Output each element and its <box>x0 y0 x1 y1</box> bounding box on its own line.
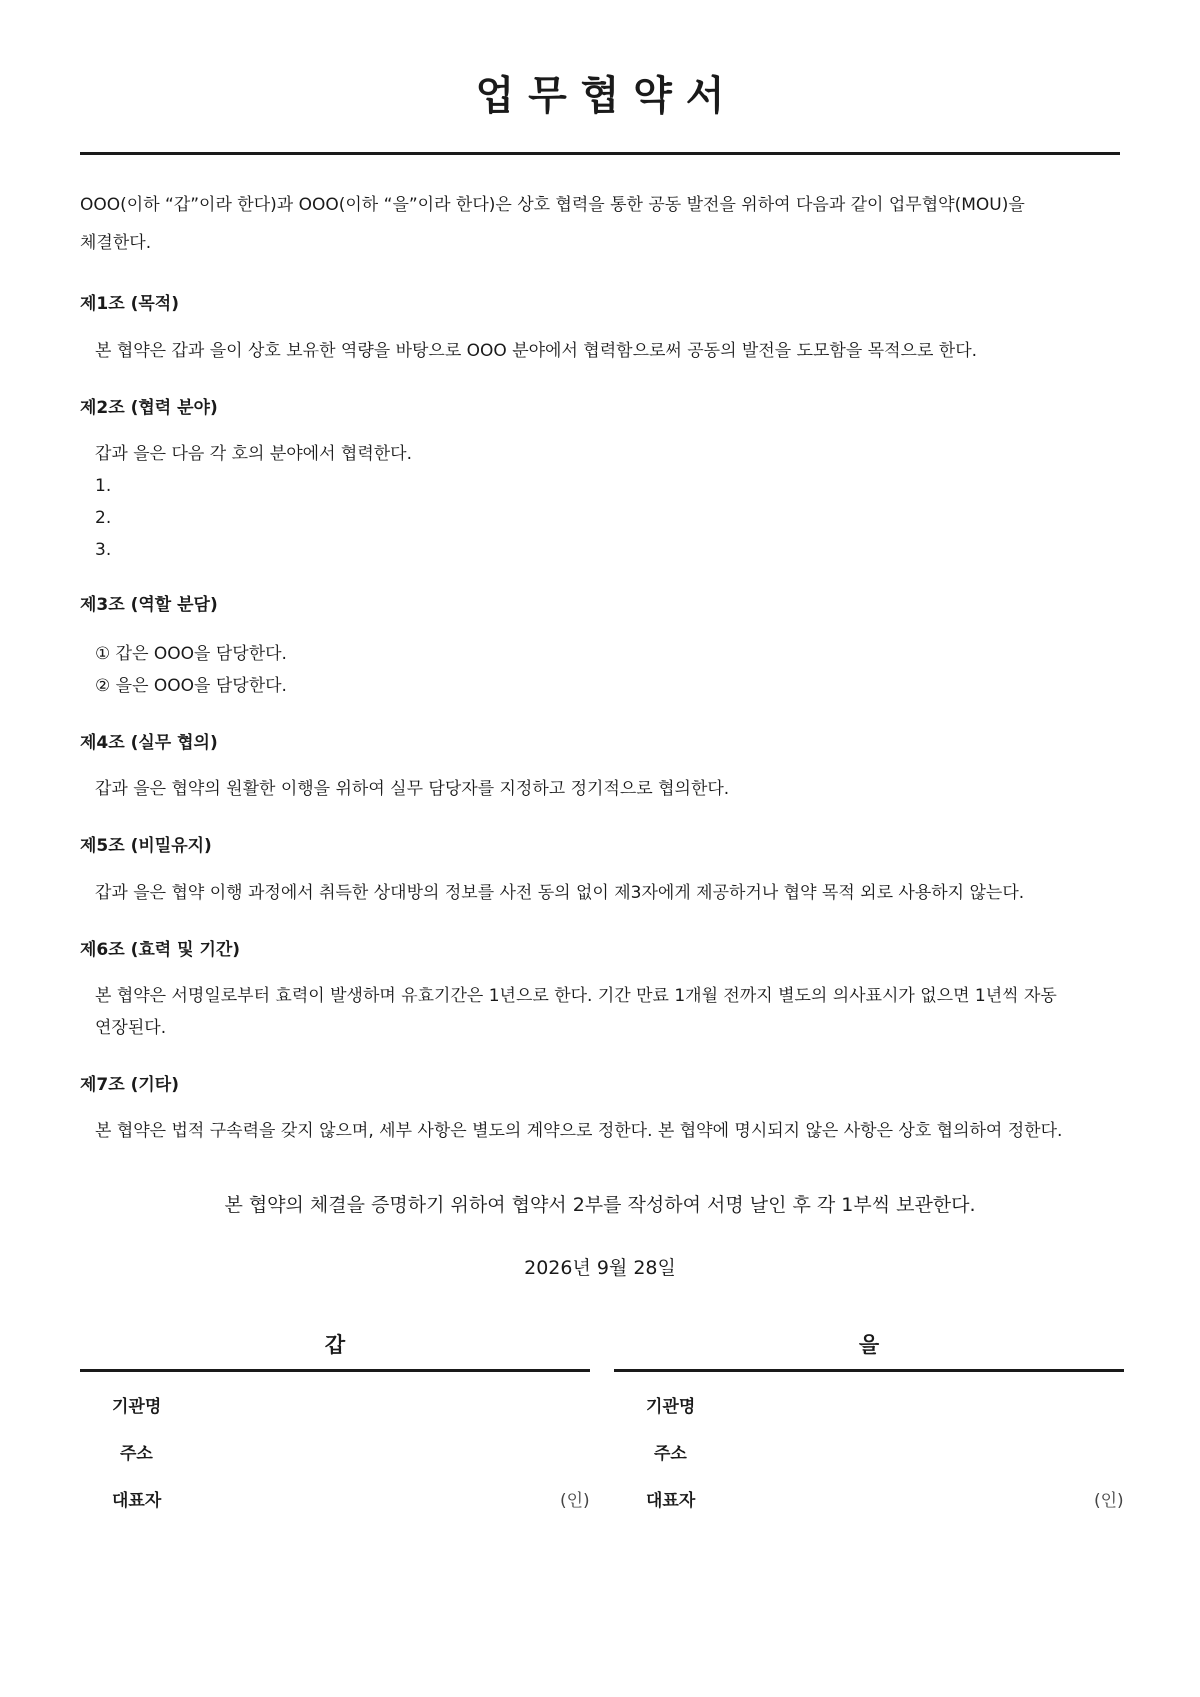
party-eul-address-label: 주소 <box>654 1444 687 1464</box>
article-body <box>95 877 1095 909</box>
preamble-line: OOO(이하 “갑”이라 한다)과 OOO(이하 “을”이라 한다)은 상호 협력을 통한 공동 발전을 위하여 다음과 같이 업무협약(MOU)을 <box>80 195 1025 215</box>
title-divider <box>80 152 1120 155</box>
preamble-line: 체결한다. <box>80 233 152 253</box>
party-eul-seal-mark: (인) <box>1094 1491 1124 1511</box>
article-body <box>95 638 1095 702</box>
party-gap-divider <box>80 1369 590 1372</box>
article-body <box>95 1115 1095 1147</box>
article-heading: 제6조 (효력 및 기간) <box>80 940 241 960</box>
article-line: 본 협약은 서명일로부터 효력이 발생하며 유효기간은 1년으로 한다. 기간 만료 1개월 전까지 별도의 의사표시가 없으면 1년씩 자동 <box>95 986 1057 1006</box>
party-gap-address-label: 주소 <box>120 1444 153 1464</box>
article-line: ② 을은 OOO을 담당한다. <box>95 676 287 696</box>
article-line: ① 갑은 OOO을 담당한다. <box>95 644 287 664</box>
party-eul-label: 을 <box>858 1333 880 1357</box>
article-line: 갑과 을은 다음 각 호의 분야에서 협력한다. <box>95 444 413 464</box>
preamble <box>80 186 1100 262</box>
party-gap-seal-mark: (인) <box>560 1491 590 1511</box>
party-eul-org-name-label: 기관명 <box>646 1397 696 1417</box>
list-item: 3. <box>95 540 112 560</box>
closing-statement: 본 협약의 체결을 증명하기 위하여 협약서 2부를 작성하여 서명 날인 후 각 1부씩 보관한다. <box>224 1194 976 1216</box>
party-gap-representative-label: 대표자 <box>112 1491 162 1511</box>
party-gap-org-name-label: 기관명 <box>112 1397 162 1417</box>
article-line: 갑과 을은 협약 이행 과정에서 취득한 상대방의 정보를 사전 동의 없이 제3자에게 제공하거나 협약 목적 외로 사용하지 않는다. <box>95 883 1025 903</box>
article-heading: 제1조 (목적) <box>80 294 179 314</box>
list-item: 1. <box>95 476 112 496</box>
article-heading: 제5조 (비밀유지) <box>80 836 212 856</box>
article-body <box>95 980 1095 1044</box>
article-body <box>95 438 1095 566</box>
article-heading: 제7조 (기타) <box>80 1075 179 1095</box>
signing-date: 2026년 9월 28일 <box>524 1257 676 1279</box>
article-line: 연장된다. <box>95 1018 167 1038</box>
party-eul-representative-label: 대표자 <box>646 1491 696 1511</box>
list-item: 2. <box>95 508 112 528</box>
article-line: 갑과 을은 협약의 원활한 이행을 위하여 실무 담당자를 지정하고 정기적으로 협의한다. <box>95 779 730 799</box>
document-title: 업 무 협 약 서 <box>475 73 725 119</box>
article-heading: 제3조 (역할 분담) <box>80 595 218 615</box>
article-heading: 제4조 (실무 협의) <box>80 733 218 753</box>
article-body <box>95 335 1095 367</box>
article-heading: 제2조 (협력 분야) <box>80 398 218 418</box>
party-eul-divider <box>614 1369 1124 1372</box>
article-line: 본 협약은 법적 구속력을 갖지 않으며, 세부 사항은 별도의 계약으로 정한다. 본 협약에 명시되지 않은 사항은 상호 협의하여 정한다. <box>95 1121 1063 1141</box>
article-body <box>95 773 1095 805</box>
party-gap-label: 갑 <box>324 1333 346 1357</box>
article-line: 본 협약은 갑과 을이 상호 보유한 역량을 바탕으로 OOO 분야에서 협력함으로써 공동의 발전을 도모함을 목적으로 한다. <box>95 341 978 361</box>
